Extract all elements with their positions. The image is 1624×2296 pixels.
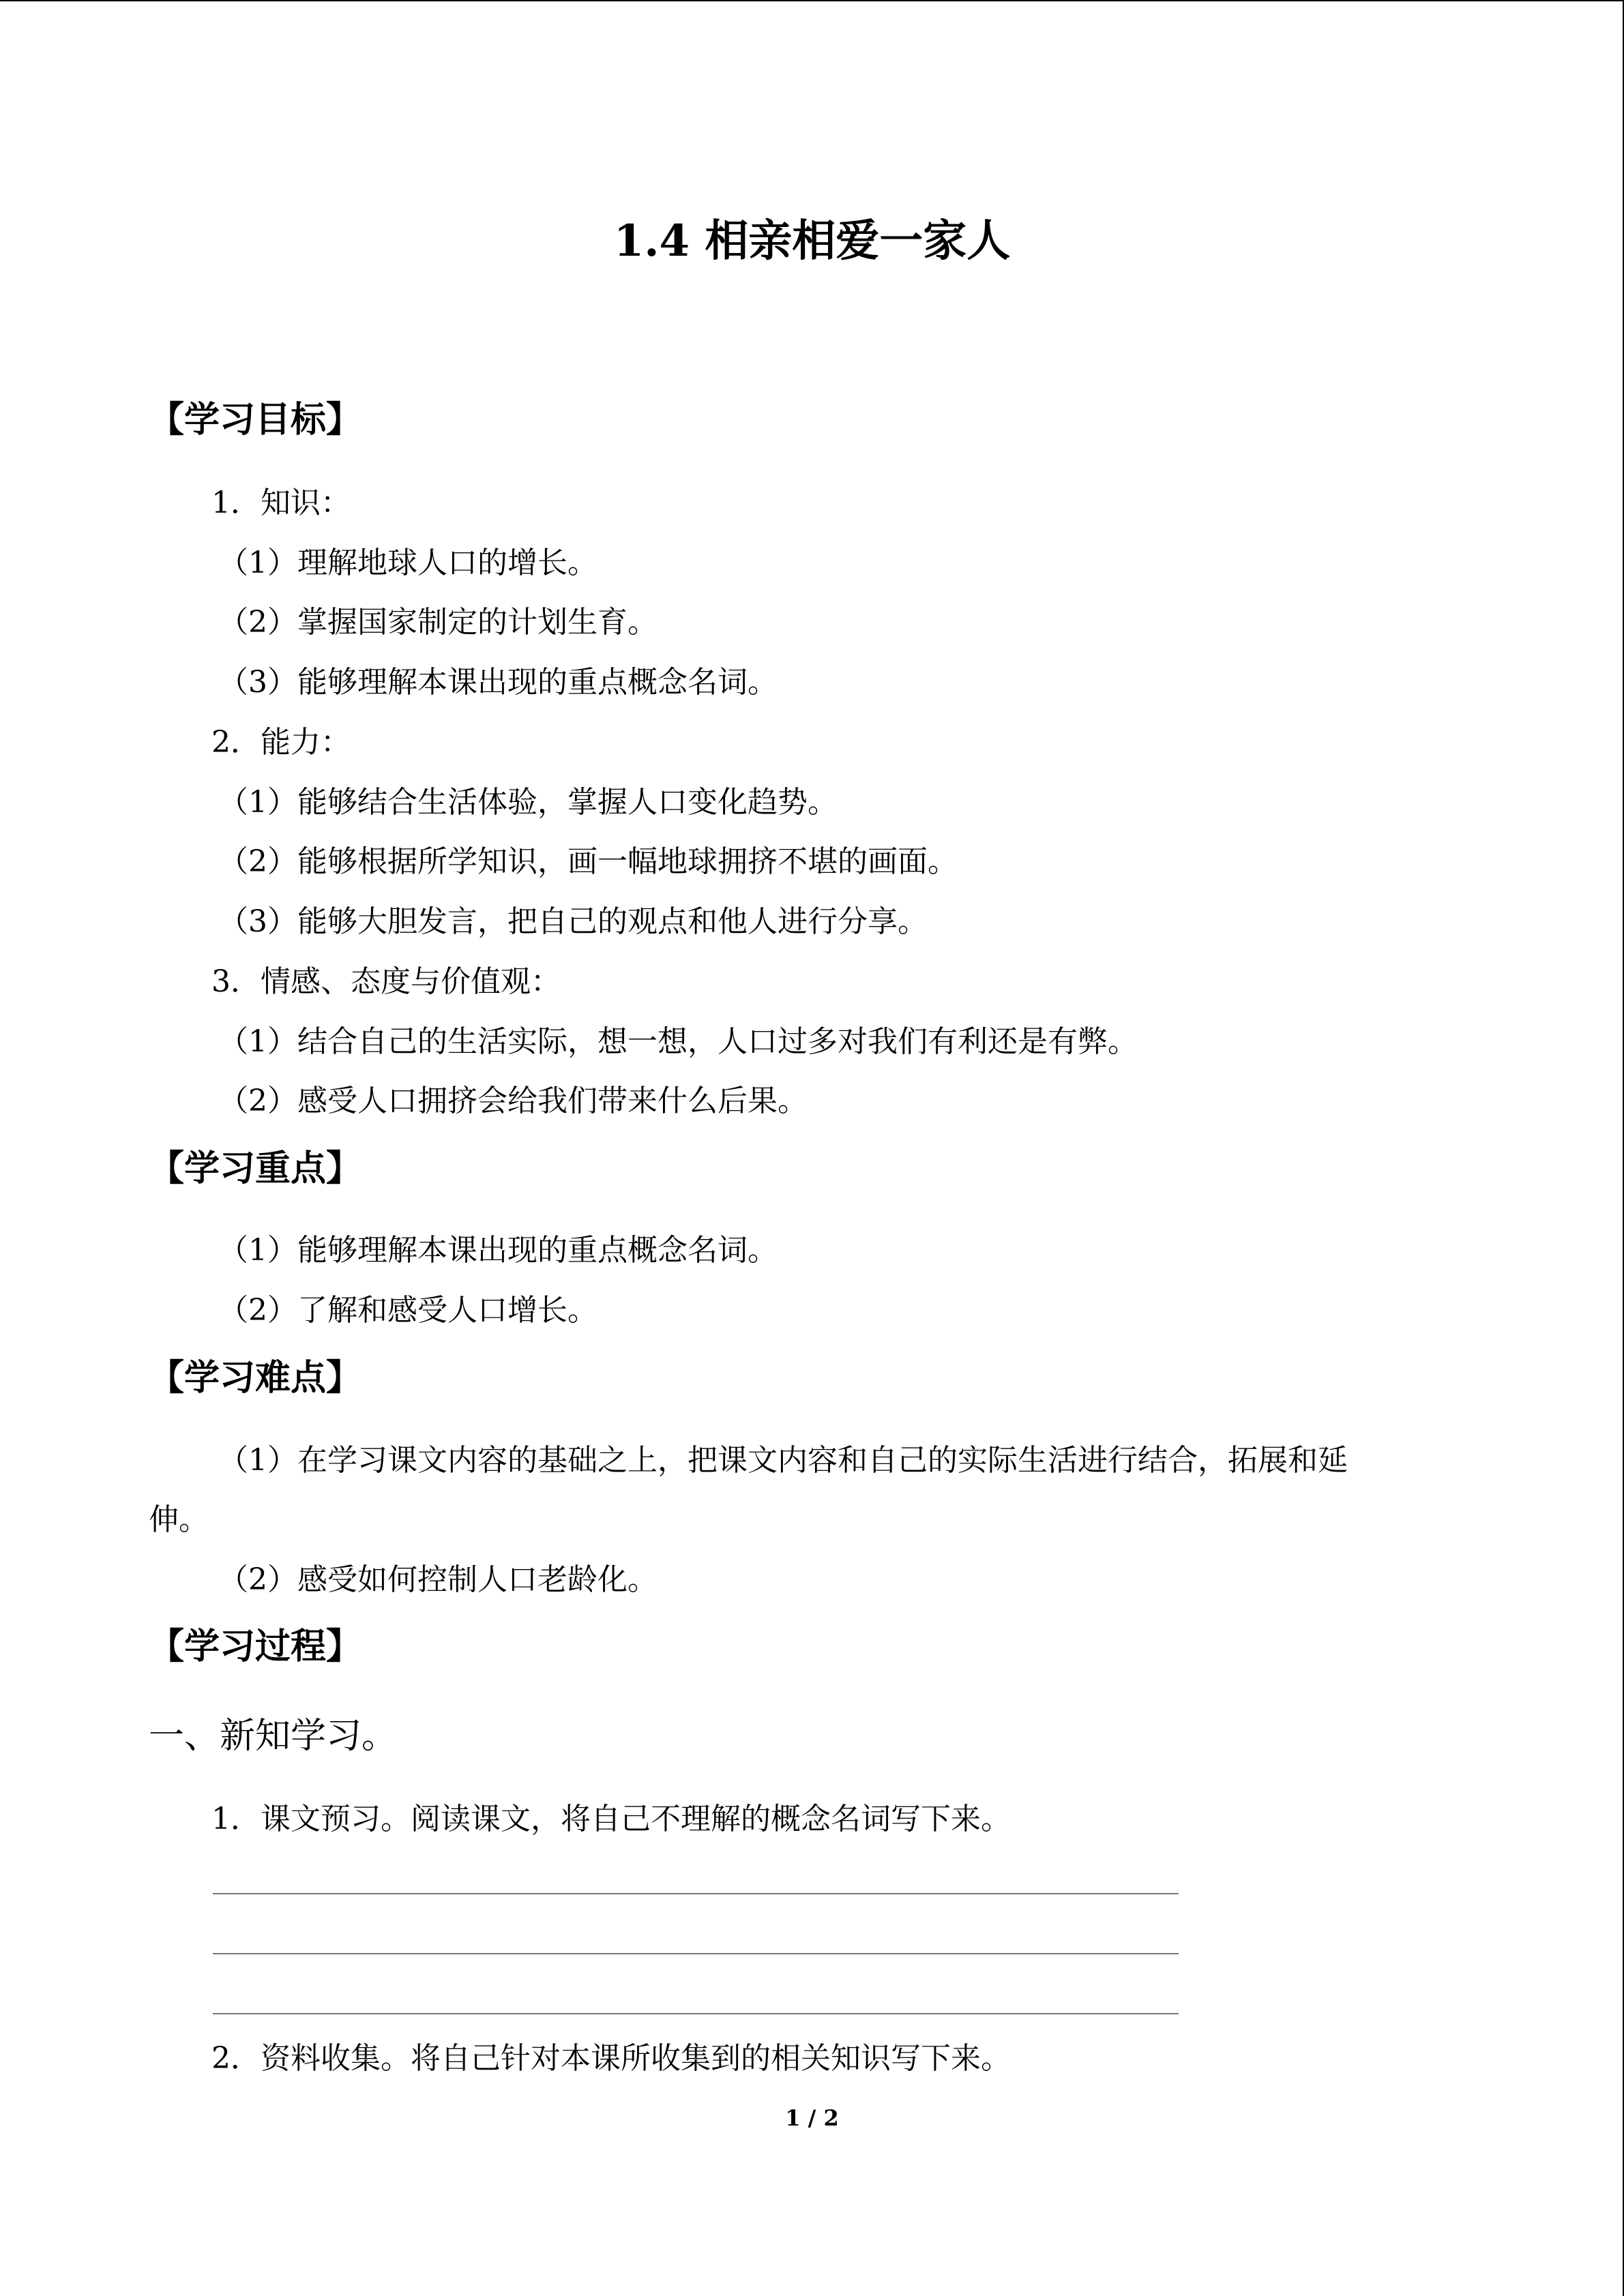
task-2: 2．资料收集。将自己针对本课所收集到的相关知识写下来。 [211, 2041, 1011, 2076]
values-item-1: （1）结合自己的生活实际，想一想，人口过多对我们有利还是有弊。 [218, 1024, 1138, 1059]
section-new-knowledge: 一、新知学习。 [149, 1716, 398, 1757]
page-title: 1.4 相亲相爱一家人 [613, 215, 1011, 267]
knowledge-item-2: （2）掌握国家制定的计划生育。 [218, 605, 658, 640]
knowledge-item-3: （3）能够理解本课出现的重点概念名词。 [218, 665, 778, 700]
goals-heading: 【学习目标】 [149, 399, 362, 441]
process-heading: 【学习过程】 [149, 1626, 362, 1667]
ability-label: 2．能力： [211, 725, 351, 760]
key-point-2: （2）了解和感受人口增长。 [218, 1293, 597, 1328]
ability-item-1: （1）能够结合生活体验，掌握人口变化趋势。 [218, 785, 838, 820]
knowledge-item-1: （1）理解地球人口的增长。 [218, 546, 597, 580]
page-number: 1 / 2 [785, 2105, 839, 2131]
knowledge-label: 1．知识： [211, 486, 351, 520]
ability-item-3: （3）能够大胆发言，把自己的观点和他人进行分享。 [218, 904, 928, 939]
task-1: 1．课文预习。阅读课文，将自己不理解的概念名词写下来。 [211, 1802, 1011, 1836]
difficulties-heading: 【学习难点】 [149, 1357, 362, 1399]
difficulty-1-line-2: 伸。 [149, 1502, 209, 1537]
key-point-1: （1）能够理解本课出现的重点概念名词。 [218, 1233, 778, 1268]
difficulty-1-line-1: （1）在学习课文内容的基础之上，把课文内容和自己的实际生活进行结合，拓展和延 [218, 1443, 1348, 1478]
difficulty-2: （2）感受如何控制人口老龄化。 [218, 1562, 658, 1597]
values-item-2: （2）感受人口拥挤会给我们带来什么后果。 [218, 1084, 808, 1118]
answer-line-1 [213, 1893, 1179, 1894]
answer-line-2 [213, 1953, 1179, 1954]
values-label: 3．情感、态度与价值观： [211, 964, 561, 999]
key-points-heading: 【学习重点】 [149, 1148, 362, 1189]
answer-line-3 [213, 2013, 1179, 2014]
ability-item-2: （2）能够根据所学知识，画一幅地球拥挤不堪的画面。 [218, 844, 958, 879]
